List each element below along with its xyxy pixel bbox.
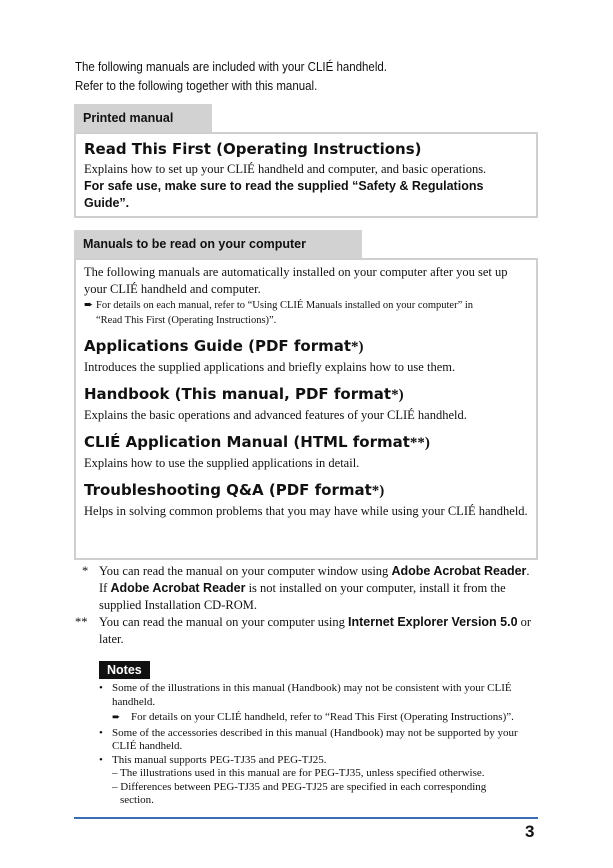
manual-entry [84,480,528,520]
computer-intro: The following manuals are automatically installed on your computer after you set up your CLIÉ handheld and computer. [84,265,508,296]
footnote-single: * You can read the manual on your computer window using Adobe Acrobat Reader. If Adobe Acrobat Reader is not installed on your computer, install it from the supplied Installation CD-ROM. [82,564,530,612]
footnotes [75,563,538,648]
manual-description: Helps in solving common problems that you may have while using your CLIÉ handheld. [84,504,528,518]
manual-title: Applications Guide (PDF format*) [84,337,364,355]
notes-badge: Notes [99,661,150,679]
intro-line-1: The following manuals are included with your CLIÉ handheld. [75,60,387,74]
manual-entry [84,336,528,376]
reference-line-1: For details on each manual, refer to “Using CLIÉ Manuals installed on your computer” in [96,300,474,311]
manual-title: Handbook (This manual, PDF format*) [84,385,404,403]
manual-description: Explains the basic operations and advanced features of your CLIÉ handheld. [84,408,467,422]
note-subitem: – Differences between PEG-TJ35 and PEG-TJ25 are specified in each corresponding [112,780,487,793]
reference-note [84,298,528,328]
manual-title: CLIÉ Application Manual (HTML format**) [84,433,430,451]
arrow-right-icon: ➨ [84,299,94,311]
note-subitem-continued: section. [120,794,154,806]
safety-warning: For safe use, make sure to read the supplied “Safety & Regulations Guide”. [84,179,484,210]
manual-entry [84,384,528,424]
printed-manual-tab: Printed manual [74,104,212,132]
manual-description: Introduces the supplied applications and briefly explains how to use them. [84,360,456,374]
arrow-right-icon: ➨ [112,712,121,723]
computer-manuals-box [74,258,538,560]
intro [75,58,553,96]
printed-manual-box [74,132,538,218]
footer-rule [74,817,538,819]
manual-title: Troubleshooting Q&A (PDF format*) [84,481,385,499]
note-item: • Some of the illustrations in this manual (Handbook) may not be consistent with your CLIÉ handheld. [99,682,512,708]
note-reference: ➨ For details on your CLIÉ handheld, refer to “Read This First (Operating Instructions)”. [112,711,514,723]
intro-line-2: Refer to the following together with this manual. [75,79,318,93]
note-item: • Some of the accessories described in this manual (Handbook) may not be supported by your CLIÉ handheld. [99,726,518,752]
note-item: • This manual supports PEG-TJ35 and PEG-TJ25. [99,753,327,766]
manual-description: Explains how to use the supplied applications in detail. [84,456,360,470]
manual-description: Explains how to set up your CLIÉ handheld and computer, and basic operations. [84,162,487,176]
footnote-double: ** You can read the manual on your computer using Internet Explorer Version 5.0 or later. [75,615,532,646]
reference-line-2: “Read This First (Operating Instructions)”. [96,315,277,326]
page-number: 3 [525,822,535,841]
computer-manuals-tab: Manuals to be read on your computer [74,230,362,258]
notes-list [99,682,539,808]
note-subitem: – The illustrations used in this manual are for PEG-TJ35, unless specified otherwise. [112,767,485,779]
manual-entry [84,432,528,472]
manual-title: Read This First (Operating Instructions) [84,140,422,158]
